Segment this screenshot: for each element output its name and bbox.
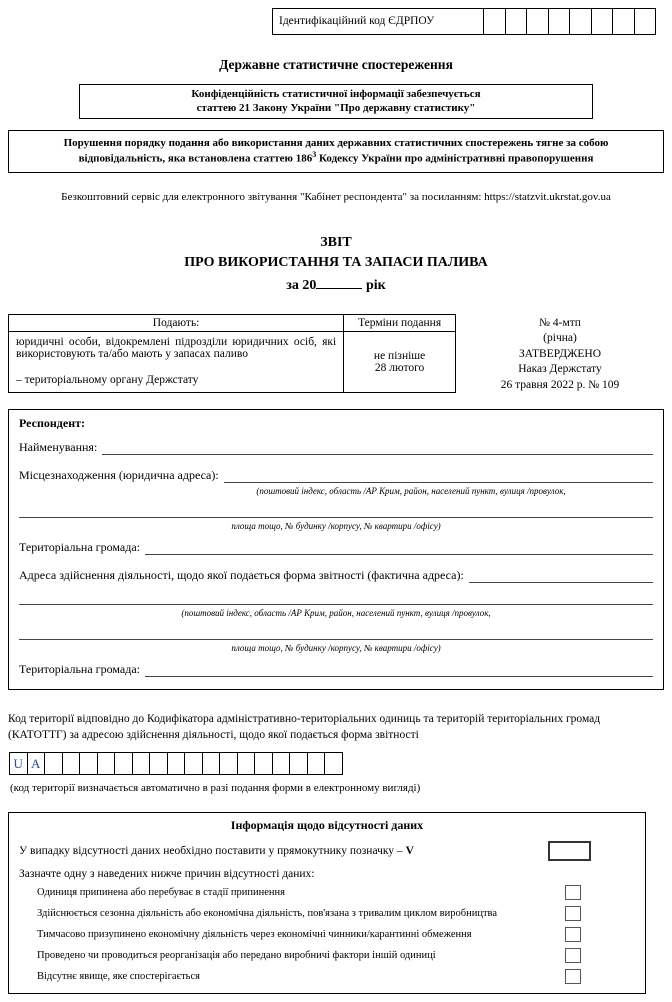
confidentiality-line2: статтею 21 Закону України "Про державну статистику": [196, 102, 476, 115]
name-input-line[interactable]: [102, 441, 653, 455]
confidentiality-line1: Конфіденційність статистичної інформації забезпечується: [191, 88, 481, 100]
v-mark-label: V: [405, 845, 414, 858]
katottg-code-cell[interactable]: [167, 752, 186, 775]
no-data-mark-box[interactable]: [548, 841, 591, 861]
katottg-code-cell[interactable]: [237, 752, 256, 775]
report-year-line: за 20 рік: [286, 277, 386, 293]
katottg-description: Код території відповідно до Кодифікатора адміністративно-територіальних одиниць та територій територіальних громад (КАТОТТГ) за адресою здійснення діяльності, щодо якої подається форма звітності: [8, 713, 601, 741]
activity-address-label: Адреса здійснення діяльності, щодо якої подається форма звітності (фактична адреса):: [19, 568, 464, 583]
katottg-code-cell[interactable]: [289, 752, 308, 775]
edrpou-digit-cell[interactable]: [505, 8, 528, 35]
respondent-section: [8, 409, 664, 690]
activity-address-input-line-2[interactable]: [19, 589, 653, 605]
katottg-code-cell[interactable]: [272, 752, 291, 775]
reason-row: [19, 947, 635, 964]
name-field-row: [19, 440, 653, 455]
approved-label: ЗАТВЕРДЖЕНО: [518, 347, 602, 360]
katottg-code-cell[interactable]: [132, 752, 151, 775]
approval-block: [456, 314, 664, 394]
edrpou-cells: [484, 8, 656, 35]
submission-section: [8, 314, 664, 394]
community-input-line[interactable]: [145, 541, 653, 555]
katottg-code-cell[interactable]: [184, 752, 203, 775]
activity-address-field-row: [19, 568, 653, 583]
edrpou-digit-cell[interactable]: [483, 8, 506, 35]
page-title: Державне статистичне спостереження: [219, 57, 453, 72]
order-date: 26 травня 2022 р. № 109: [500, 378, 620, 391]
reason-checkbox[interactable]: [565, 969, 581, 984]
confidentiality-box: [79, 84, 593, 119]
who-submits-cell: юридичні особи, відокремлені підрозділи юридичних осіб, які використовують та/або мають у запасах паливо – територіальному органу Держстату: [9, 331, 344, 392]
location-field-row: [19, 468, 653, 483]
respondent-title: Респондент:: [19, 416, 85, 431]
reason-label: Тимчасово призупинено економічну діяльність через економічні чинники/карантинні обмеження: [37, 929, 472, 941]
year-input-blank[interactable]: [316, 276, 362, 289]
katottg-code-cell[interactable]: [202, 752, 221, 775]
reason-checkbox[interactable]: [565, 927, 581, 942]
activity-address-input-line[interactable]: [469, 569, 653, 583]
e-reporting-note: Безкоштовний сервіс для електронного звітування "Кабінет респондента" за посиланням: https://statzvit.ukrstat.gov.ua: [61, 190, 611, 203]
superscript-3: 3: [312, 150, 317, 160]
edrpou-block: [272, 8, 664, 35]
katottg-prefix-cell: A: [27, 752, 46, 775]
community-label: Територіальна громада:: [19, 540, 140, 555]
select-reason-label: Зазначте одну з наведених нижче причин відсутності даних:: [19, 868, 315, 881]
katottg-code-cells: [10, 752, 664, 775]
reason-row: [19, 926, 635, 943]
violation-line2: відповідальність, яка встановлена статтею $186^3$ Кодексу України про адміністративні правопорушення: [78, 150, 594, 166]
location-input-line[interactable]: [224, 469, 653, 483]
report-title: [8, 233, 664, 296]
edrpou-label: Ідентифікаційний код ЄДРПОУ: [272, 8, 484, 35]
katottg-code-cell[interactable]: [307, 752, 326, 775]
no-data-title: Інформація щодо відсутності даних: [230, 818, 424, 833]
katottg-code-cell[interactable]: [97, 752, 116, 775]
address-hint-1: (поштовий індекс, область /АР Крим, район, населений пункт, вулиця /провулок,: [256, 486, 566, 497]
violation-line1: Порушення порядку подання або використання даних державних статистичних спостережень тягне за собою: [63, 136, 609, 149]
katottg-code-cell[interactable]: [79, 752, 98, 775]
no-data-instruction-text: У випадку відсутності даних необхідно поставити у прямокутнику позначку – V: [19, 845, 414, 858]
reasons-list: [19, 884, 635, 985]
katottg-code-cell[interactable]: [254, 752, 273, 775]
reason-checkbox[interactable]: [565, 906, 581, 921]
location-input-line-2[interactable]: [19, 502, 653, 518]
katottg-prefix-cell: U: [9, 752, 28, 775]
submission-table: [8, 314, 456, 393]
report-title-line2: ПРО ВИКОРИСТАННЯ ТА ЗАПАСИ ПАЛИВА: [184, 255, 488, 271]
reason-checkbox[interactable]: [565, 885, 581, 900]
no-data-section: [8, 812, 646, 994]
edrpou-digit-cell[interactable]: [548, 8, 571, 35]
katottg-code-cell[interactable]: [62, 752, 81, 775]
katottg-code-cell[interactable]: [149, 752, 168, 775]
community-input-line-2[interactable]: [145, 663, 653, 677]
no-data-instruction-row: [19, 841, 635, 861]
form-periodicity: (річна): [543, 332, 577, 345]
katottg-code-cell[interactable]: [44, 752, 63, 775]
reason-label: Відсутнє явище, яке спостерігається: [37, 971, 200, 983]
community-field-row: [19, 540, 653, 555]
location-label: Місцезнаходження (юридична адреса):: [19, 468, 219, 483]
katottg-note: (код території визначається автоматично в разі подання форми в електронному вигляді): [10, 782, 421, 795]
reason-label: Здійснюється сезонна діяльність або економічна діяльність, пов'язана з тривалим циклом виробництва: [37, 908, 498, 920]
katottg-section: [8, 712, 664, 794]
reason-label: Одиниця припинена або перебуває в стадії припинення: [37, 887, 285, 899]
community-field-row-2: [19, 662, 653, 677]
katottg-code-cell[interactable]: [324, 752, 343, 775]
recipient-line: – територіальному органу Держстату: [16, 373, 199, 386]
who-submits-header: Подають:: [9, 314, 344, 331]
katottg-code-cell[interactable]: [219, 752, 238, 775]
edrpou-digit-cell[interactable]: [591, 8, 614, 35]
form-number: № 4-мтп: [539, 316, 581, 329]
edrpou-digit-cell[interactable]: [569, 8, 592, 35]
edrpou-digit-cell[interactable]: [526, 8, 549, 35]
address-hint-3: (поштовий індекс, область /АР Крим, район, населений пункт, вулиця /провулок,: [181, 608, 491, 619]
reason-row: [19, 905, 635, 922]
address-hint-2: площа тощо, № будинку /корпусу, № квартири /офісу): [231, 521, 441, 532]
activity-address-input-line-3[interactable]: [19, 624, 653, 640]
edrpou-digit-cell[interactable]: [612, 8, 635, 35]
community-label-2: Територіальна громада:: [19, 662, 140, 677]
deadline-header: Терміни подання: [344, 314, 456, 331]
report-title-line1: ЗВІТ: [320, 234, 352, 250]
reason-row: [19, 884, 635, 901]
deadline-cell: не пізніше 28 лютого: [344, 331, 456, 392]
edrpou-digit-cell[interactable]: [634, 8, 657, 35]
address-hint-4: площа тощо, № будинку /корпусу, № квартири /офісу): [231, 643, 441, 654]
violation-box: [8, 130, 664, 173]
name-label: Найменування:: [19, 440, 98, 455]
order-label: Наказ Держстату: [518, 363, 602, 376]
reason-label: Проведено чи проводиться реорганізація або передано виробничі фактори іншій одиниці: [37, 950, 436, 962]
katottg-code-cell[interactable]: [114, 752, 133, 775]
reason-row: [19, 968, 635, 985]
reason-checkbox[interactable]: [565, 948, 581, 963]
